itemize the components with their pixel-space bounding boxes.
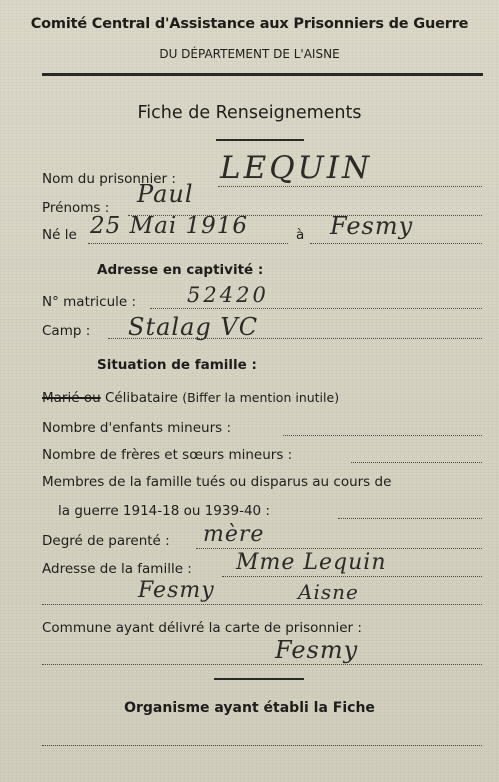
freres-label: Nombre de frères et sœurs mineurs :: [42, 447, 293, 463]
ne-le-dotted-line: [88, 243, 288, 244]
camp-value: Stalag VC: [128, 313, 259, 341]
degre-label: Degré de parenté :: [42, 533, 170, 549]
degre-value: mère: [203, 522, 265, 547]
matricule-label: N° matricule :: [42, 294, 137, 310]
department-subtitle: DU DÉPARTEMENT DE L'AISNE: [159, 47, 340, 61]
section-famille: Situation de famille :: [97, 357, 257, 373]
marie-ou-struck: Marié ou: [42, 390, 101, 406]
prenoms-value: Paul: [137, 180, 194, 208]
enfants-dotted-line: [283, 435, 482, 436]
adresse-line2-b: Aisne: [298, 580, 359, 604]
adresse-line1: Mme Lequin: [236, 550, 387, 575]
adresse-label: Adresse de la famille :: [42, 561, 192, 577]
adresse-line2-a: Fesmy: [138, 578, 215, 603]
a-dotted-line: [310, 243, 482, 244]
membres-label-line1: Membres de la famille tués ou disparus au cours de: [42, 474, 392, 490]
membres-label-line2: la guerre 1914-18 ou 1939-40 :: [58, 503, 270, 519]
form-title: Fiche de Renseignements: [137, 103, 362, 123]
commune-label: Commune ayant délivré la carte de prisonnier :: [42, 620, 362, 636]
organization-title: Comité Central d'Assistance aux Prisonniers de Guerre: [30, 16, 469, 32]
header-rule: [42, 73, 483, 76]
organisme-rule: [214, 678, 304, 680]
enfants-label: Nombre d'enfants mineurs :: [42, 420, 232, 436]
organisme-dotted-line: [42, 745, 482, 746]
section-captivite: Adresse en captivité :: [97, 262, 264, 278]
degre-dotted-line: [196, 548, 482, 549]
nom-label: Nom du prisonnier :: [42, 171, 176, 187]
biffer-note: (Biffer la mention inutile): [182, 390, 340, 405]
title-underline: [216, 139, 304, 141]
camp-label: Camp :: [42, 323, 91, 339]
a-value: Fesmy: [330, 212, 414, 240]
ne-le-value: 25 Mai 1916: [90, 213, 249, 239]
celibataire-text: Célibataire: [104, 390, 178, 406]
matricule-value: 52420: [187, 283, 269, 307]
membres-dotted-line: [338, 518, 482, 519]
nom-dotted-line: [218, 186, 482, 187]
freres-dotted-line: [351, 462, 482, 463]
organisme-label: Organisme ayant établi la Fiche: [124, 700, 375, 716]
nom-value: LEQUIN: [220, 150, 373, 186]
adresse-dotted-line-1: [222, 576, 482, 577]
prenoms-label: Prénoms :: [42, 200, 110, 216]
a-label: à: [296, 227, 305, 243]
marital-status-line: [42, 390, 339, 406]
commune-value: Fesmy: [275, 636, 359, 664]
ne-le-label: Né le: [42, 227, 77, 243]
commune-dotted-line: [42, 664, 482, 665]
adresse-dotted-line-2: [42, 604, 482, 605]
matricule-dotted-line: [150, 308, 482, 309]
